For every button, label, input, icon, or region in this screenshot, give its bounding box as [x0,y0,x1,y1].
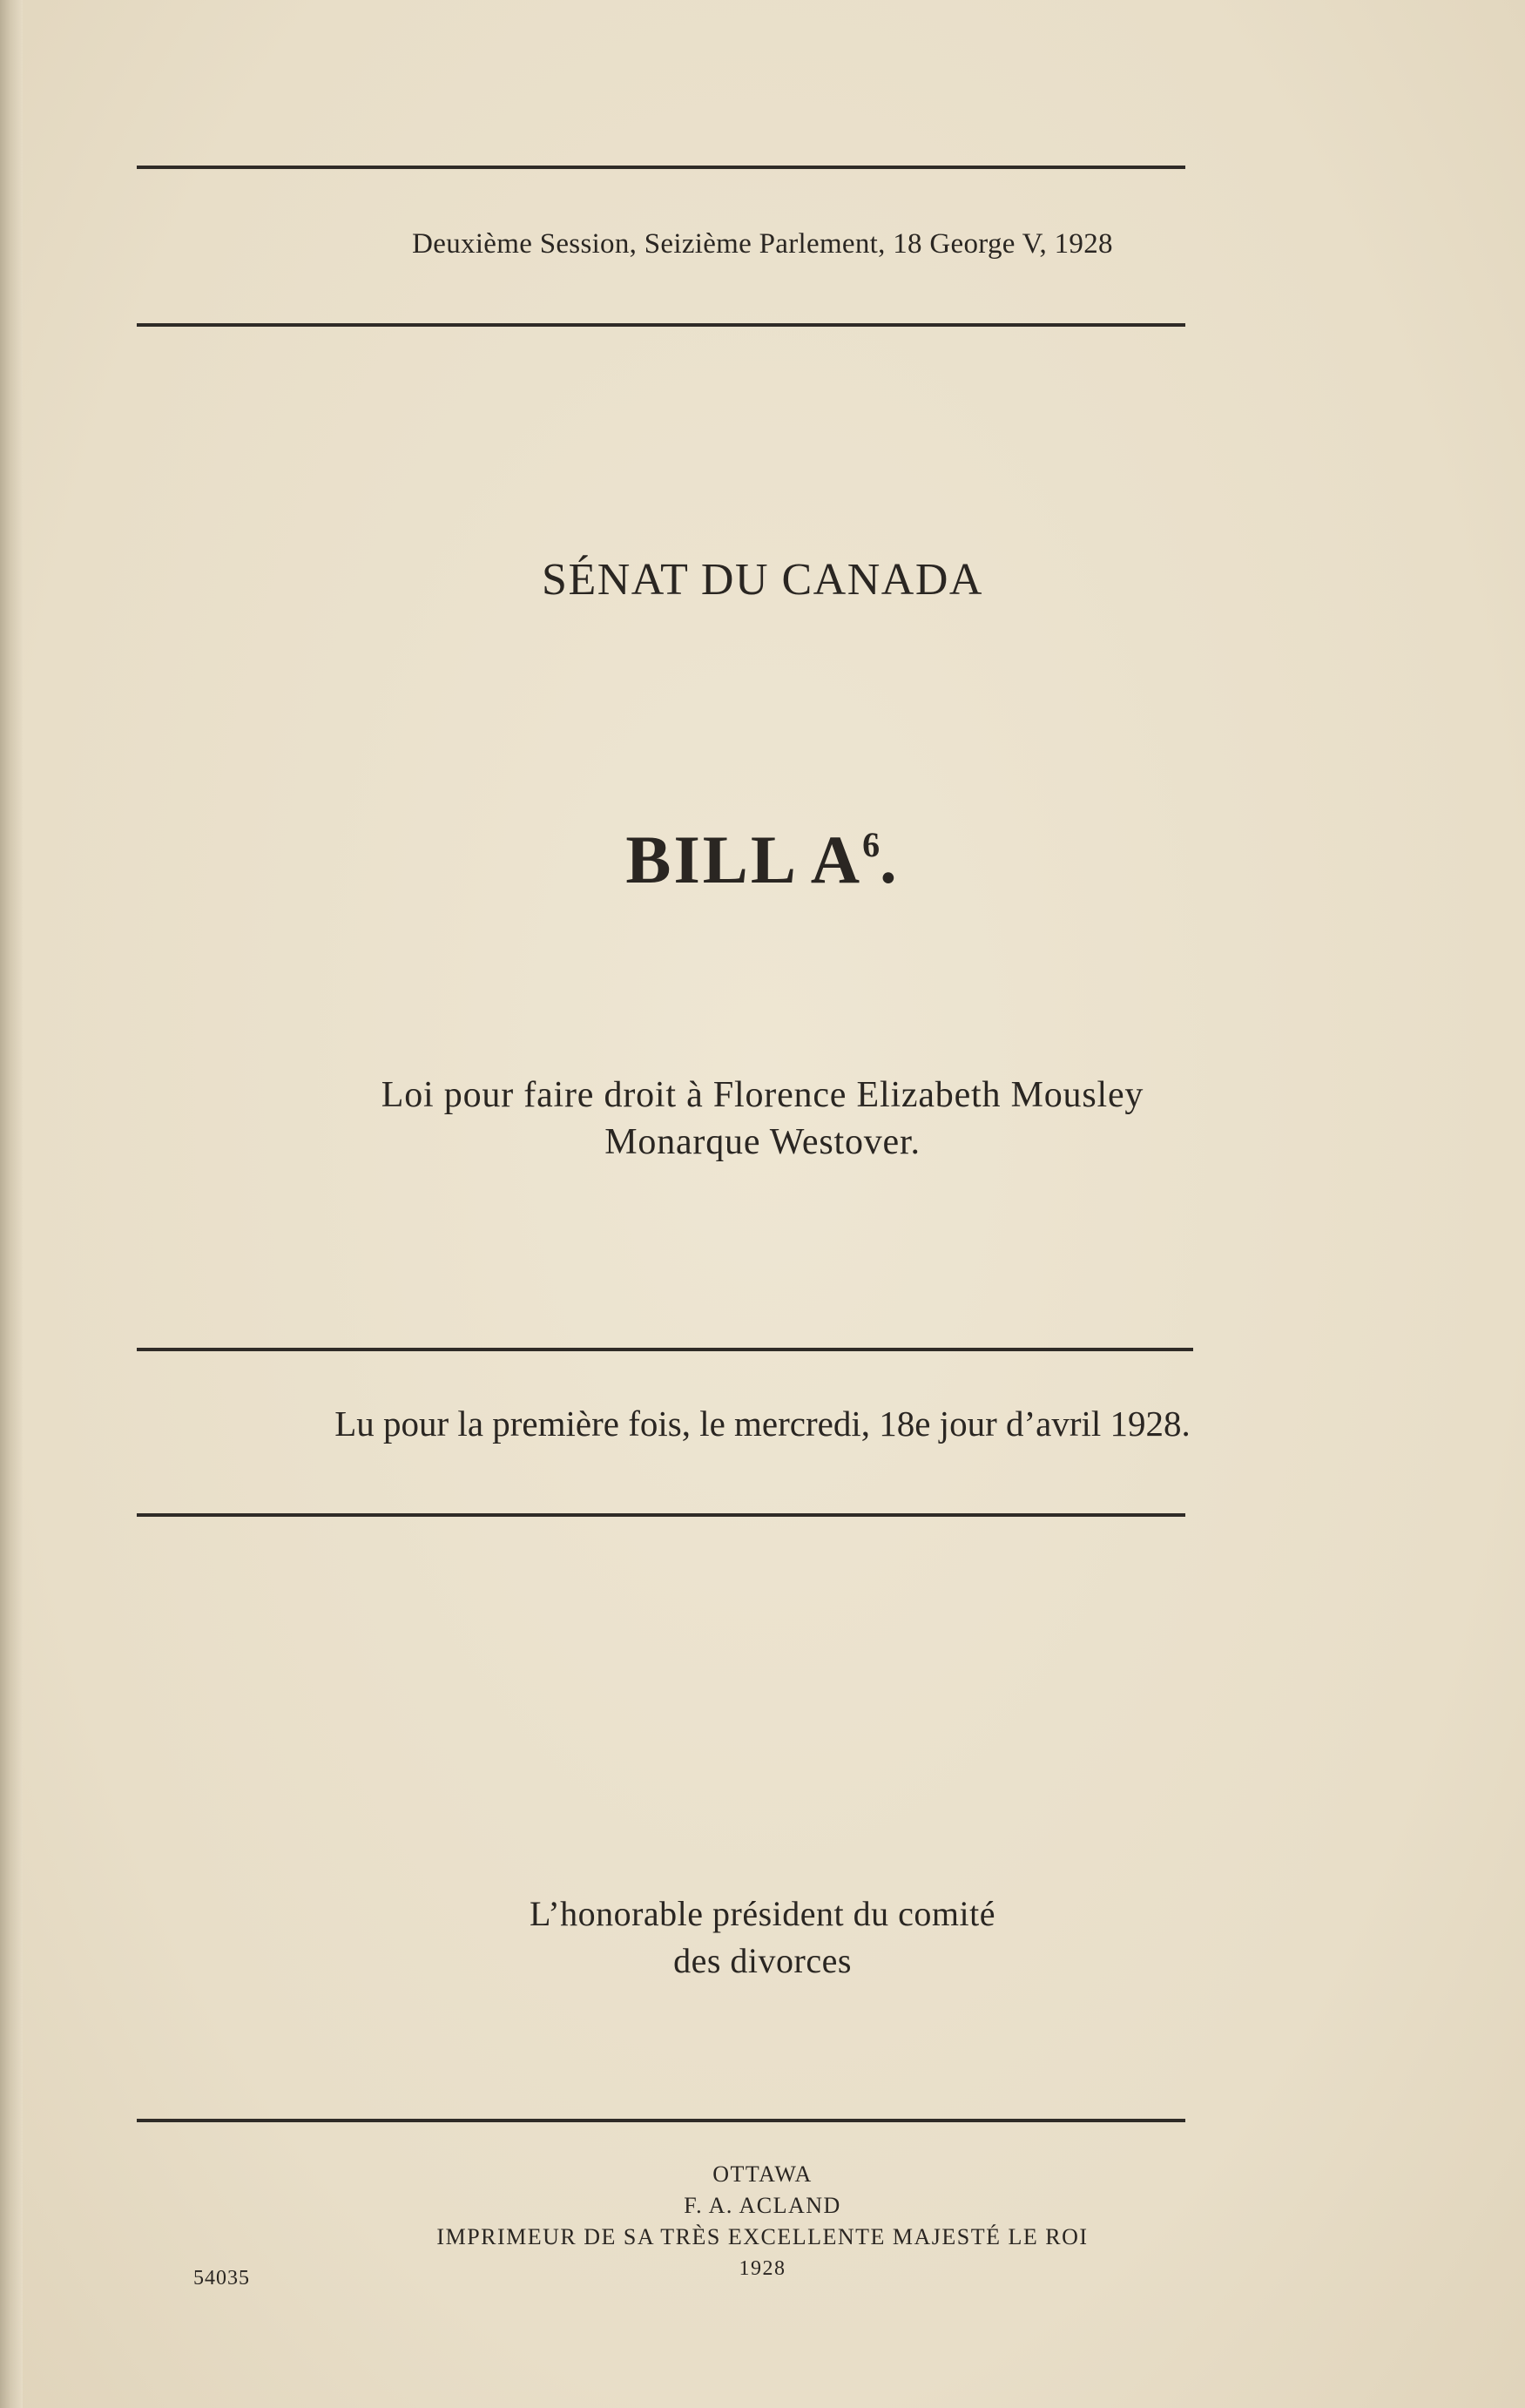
reading-top-rule [137,1348,1193,1351]
bill-period: . [880,822,900,897]
reading-bottom-rule [137,1513,1185,1517]
top-rule [137,166,1185,169]
bill-title-line-1: Loi pour faire droit à Florence Elizabeth Mousley [381,1075,1144,1115]
bill-number [0,821,1525,899]
imprint-city: OTTAWA [712,2161,813,2187]
chamber-title: SÉNAT DU CANADA [542,555,983,605]
first-reading-line: Lu pour la première fois, le mercredi, 18e jour d’avril 1928. [334,1404,1191,1444]
session-line: Deuxième Session, Seizième Parlement, 18 George V, 1928 [412,228,1113,260]
imprint-top-rule [137,2119,1185,2122]
imprint-printer-title: IMPRIMEUR DE SA TRÈS EXCELLENTE MAJESTÉ LE ROI [436,2224,1089,2249]
sponsor [0,1891,1525,1985]
bill-superscript: 6 [862,825,881,864]
document-number: 54035 [193,2267,250,2290]
imprint-year: 1928 [739,2257,786,2280]
bill-title-line-2: Monarque Westover. [604,1122,921,1162]
header-bottom-rule [137,323,1185,327]
sponsor-line-2: des divorces [673,1941,852,1980]
imprint [0,2159,1525,2284]
sponsor-line-1: L’honorable président du comité [530,1894,995,1933]
bill-title [0,1072,1525,1166]
bill-label: BILL A [625,822,863,897]
imprint-printer-name: F. A. ACLAND [684,2193,841,2218]
binding-edge [0,0,23,2408]
